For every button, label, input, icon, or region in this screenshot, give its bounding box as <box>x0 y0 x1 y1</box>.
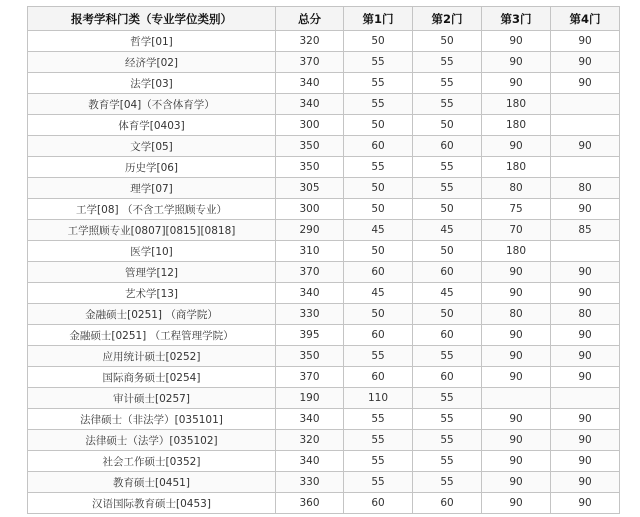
cell-score-3: 180 <box>482 115 551 136</box>
cell-total: 320 <box>276 31 344 52</box>
cell-score-3 <box>482 388 551 409</box>
cell-subject: 经济学[02] <box>28 52 276 73</box>
cell-score-2: 55 <box>413 157 482 178</box>
cell-score-1: 110 <box>344 388 413 409</box>
cell-score-3: 90 <box>482 136 551 157</box>
cell-score-1: 60 <box>344 367 413 388</box>
cell-subject: 国际商务硕士[0254] <box>28 367 276 388</box>
table-row <box>28 94 620 115</box>
cell-score-4: 90 <box>551 493 620 514</box>
cell-subject: 哲学[01] <box>28 31 276 52</box>
cell-subject: 法律硕士（非法学）[035101] <box>28 409 276 430</box>
header-subject-1: 第1门 <box>344 7 413 31</box>
cell-score-4 <box>551 241 620 262</box>
cell-score-1: 55 <box>344 94 413 115</box>
header-subject-2: 第2门 <box>413 7 482 31</box>
cell-score-4 <box>551 115 620 136</box>
cell-score-3: 90 <box>482 262 551 283</box>
cell-score-4 <box>551 157 620 178</box>
cell-score-4: 90 <box>551 325 620 346</box>
cell-score-1: 55 <box>344 451 413 472</box>
table-header <box>28 7 620 31</box>
cell-score-3: 70 <box>482 220 551 241</box>
cell-score-3: 80 <box>482 178 551 199</box>
cell-score-1: 55 <box>344 346 413 367</box>
cell-score-1: 60 <box>344 325 413 346</box>
cell-score-2: 55 <box>413 388 482 409</box>
cell-subject: 医学[10] <box>28 241 276 262</box>
cell-subject: 审计硕士[0257] <box>28 388 276 409</box>
cell-subject: 工学[08] （不含工学照顾专业） <box>28 199 276 220</box>
cell-subject: 艺术学[13] <box>28 283 276 304</box>
cell-subject: 社会工作硕士[0352] <box>28 451 276 472</box>
cell-score-4: 90 <box>551 136 620 157</box>
header-total: 总分 <box>276 7 344 31</box>
table-row <box>28 136 620 157</box>
cell-score-4: 90 <box>551 472 620 493</box>
cell-score-4: 90 <box>551 52 620 73</box>
cell-score-1: 55 <box>344 52 413 73</box>
cell-score-2: 55 <box>413 346 482 367</box>
cell-subject: 管理学[12] <box>28 262 276 283</box>
cell-score-1: 55 <box>344 409 413 430</box>
table-row <box>28 430 620 451</box>
table-row <box>28 346 620 367</box>
cell-score-3: 80 <box>482 304 551 325</box>
cell-score-1: 50 <box>344 31 413 52</box>
table-row <box>28 262 620 283</box>
cell-total: 340 <box>276 451 344 472</box>
cell-score-1: 50 <box>344 178 413 199</box>
cell-total: 370 <box>276 262 344 283</box>
cell-score-4: 90 <box>551 199 620 220</box>
cell-total: 350 <box>276 346 344 367</box>
cell-subject: 体育学[0403] <box>28 115 276 136</box>
cell-score-2: 55 <box>413 409 482 430</box>
cell-total: 190 <box>276 388 344 409</box>
cell-score-1: 45 <box>344 283 413 304</box>
cell-score-2: 50 <box>413 115 482 136</box>
cell-score-1: 55 <box>344 157 413 178</box>
cell-score-4 <box>551 94 620 115</box>
cell-score-3: 90 <box>482 367 551 388</box>
cell-total: 360 <box>276 493 344 514</box>
cell-total: 340 <box>276 283 344 304</box>
cell-score-1: 55 <box>344 73 413 94</box>
header-subject-3: 第3门 <box>482 7 551 31</box>
cell-score-2: 55 <box>413 430 482 451</box>
cell-subject: 法律硕士（法学）[035102] <box>28 430 276 451</box>
cell-score-4: 90 <box>551 367 620 388</box>
cell-score-1: 50 <box>344 199 413 220</box>
table-row <box>28 199 620 220</box>
table-row <box>28 220 620 241</box>
table-body <box>28 31 620 514</box>
table-row <box>28 31 620 52</box>
cell-subject: 金融硕士[0251] （工程管理学院） <box>28 325 276 346</box>
cell-score-2: 60 <box>413 367 482 388</box>
cell-score-4: 90 <box>551 31 620 52</box>
cell-total: 340 <box>276 94 344 115</box>
cell-score-4: 90 <box>551 262 620 283</box>
header-row <box>28 7 620 31</box>
table-row <box>28 388 620 409</box>
cell-score-3: 90 <box>482 346 551 367</box>
header-subject-4: 第4门 <box>551 7 620 31</box>
cell-score-4: 80 <box>551 304 620 325</box>
cell-score-2: 55 <box>413 73 482 94</box>
table-row <box>28 451 620 472</box>
cell-score-2: 60 <box>413 262 482 283</box>
cell-score-2: 45 <box>413 220 482 241</box>
cell-score-3: 90 <box>482 472 551 493</box>
cell-score-4: 85 <box>551 220 620 241</box>
cell-score-1: 50 <box>344 304 413 325</box>
cell-score-2: 50 <box>413 31 482 52</box>
cell-score-2: 50 <box>413 304 482 325</box>
table-row <box>28 73 620 94</box>
cell-score-4: 90 <box>551 73 620 94</box>
cell-score-1: 55 <box>344 430 413 451</box>
cell-score-3: 90 <box>482 493 551 514</box>
cell-score-3: 180 <box>482 157 551 178</box>
table-row <box>28 241 620 262</box>
cell-subject: 历史学[06] <box>28 157 276 178</box>
cell-total: 305 <box>276 178 344 199</box>
cell-score-2: 55 <box>413 94 482 115</box>
cell-score-4: 90 <box>551 430 620 451</box>
table-row <box>28 472 620 493</box>
cell-score-3: 180 <box>482 94 551 115</box>
table-row <box>28 304 620 325</box>
cell-total: 290 <box>276 220 344 241</box>
cell-total: 340 <box>276 73 344 94</box>
cell-score-1: 50 <box>344 115 413 136</box>
cell-subject: 应用统计硕士[0252] <box>28 346 276 367</box>
cell-score-1: 50 <box>344 241 413 262</box>
cell-subject: 金融硕士[0251] （商学院） <box>28 304 276 325</box>
cell-subject: 教育硕士[0451] <box>28 472 276 493</box>
cell-score-2: 55 <box>413 472 482 493</box>
cell-total: 395 <box>276 325 344 346</box>
cell-total: 350 <box>276 136 344 157</box>
table-row <box>28 409 620 430</box>
cell-subject: 工学照顾专业[0807][0815][0818] <box>28 220 276 241</box>
table-row <box>28 115 620 136</box>
cell-total: 330 <box>276 304 344 325</box>
cell-score-3: 180 <box>482 241 551 262</box>
cell-score-3: 90 <box>482 73 551 94</box>
score-table <box>27 6 620 514</box>
cell-total: 300 <box>276 115 344 136</box>
header-subject: 报考学科门类（专业学位类别） <box>28 7 276 31</box>
cell-score-3: 90 <box>482 283 551 304</box>
cell-subject: 理学[07] <box>28 178 276 199</box>
cell-score-3: 90 <box>482 409 551 430</box>
cell-total: 320 <box>276 430 344 451</box>
cell-score-2: 55 <box>413 52 482 73</box>
table-row <box>28 325 620 346</box>
cell-score-3: 90 <box>482 451 551 472</box>
cell-total: 330 <box>276 472 344 493</box>
table-row <box>28 157 620 178</box>
cell-total: 310 <box>276 241 344 262</box>
cell-score-3: 90 <box>482 52 551 73</box>
cell-score-4: 90 <box>551 283 620 304</box>
cell-score-1: 45 <box>344 220 413 241</box>
table-row <box>28 493 620 514</box>
cell-score-2: 55 <box>413 451 482 472</box>
cell-score-4: 90 <box>551 346 620 367</box>
cell-score-2: 60 <box>413 136 482 157</box>
cell-score-2: 60 <box>413 325 482 346</box>
cell-subject: 文学[05] <box>28 136 276 157</box>
cell-total: 340 <box>276 409 344 430</box>
cell-subject: 法学[03] <box>28 73 276 94</box>
cell-subject: 教育学[04]（不含体育学） <box>28 94 276 115</box>
cell-total: 370 <box>276 367 344 388</box>
cell-total: 370 <box>276 52 344 73</box>
cell-score-3: 75 <box>482 199 551 220</box>
cell-total: 300 <box>276 199 344 220</box>
cell-score-4: 90 <box>551 409 620 430</box>
cell-score-1: 55 <box>344 472 413 493</box>
cell-score-3: 90 <box>482 430 551 451</box>
cell-score-2: 55 <box>413 178 482 199</box>
cell-score-1: 60 <box>344 136 413 157</box>
cell-score-2: 45 <box>413 283 482 304</box>
cell-score-4: 80 <box>551 178 620 199</box>
cell-score-2: 50 <box>413 199 482 220</box>
cell-score-2: 50 <box>413 241 482 262</box>
cell-score-3: 90 <box>482 325 551 346</box>
cell-total: 350 <box>276 157 344 178</box>
table-row <box>28 178 620 199</box>
table-row <box>28 367 620 388</box>
cell-score-4: 90 <box>551 451 620 472</box>
cell-score-1: 60 <box>344 493 413 514</box>
table-row <box>28 283 620 304</box>
cell-score-4 <box>551 388 620 409</box>
cell-subject: 汉语国际教育硕士[0453] <box>28 493 276 514</box>
cell-score-3: 90 <box>482 31 551 52</box>
cell-score-1: 60 <box>344 262 413 283</box>
cell-score-2: 60 <box>413 493 482 514</box>
table-row <box>28 52 620 73</box>
